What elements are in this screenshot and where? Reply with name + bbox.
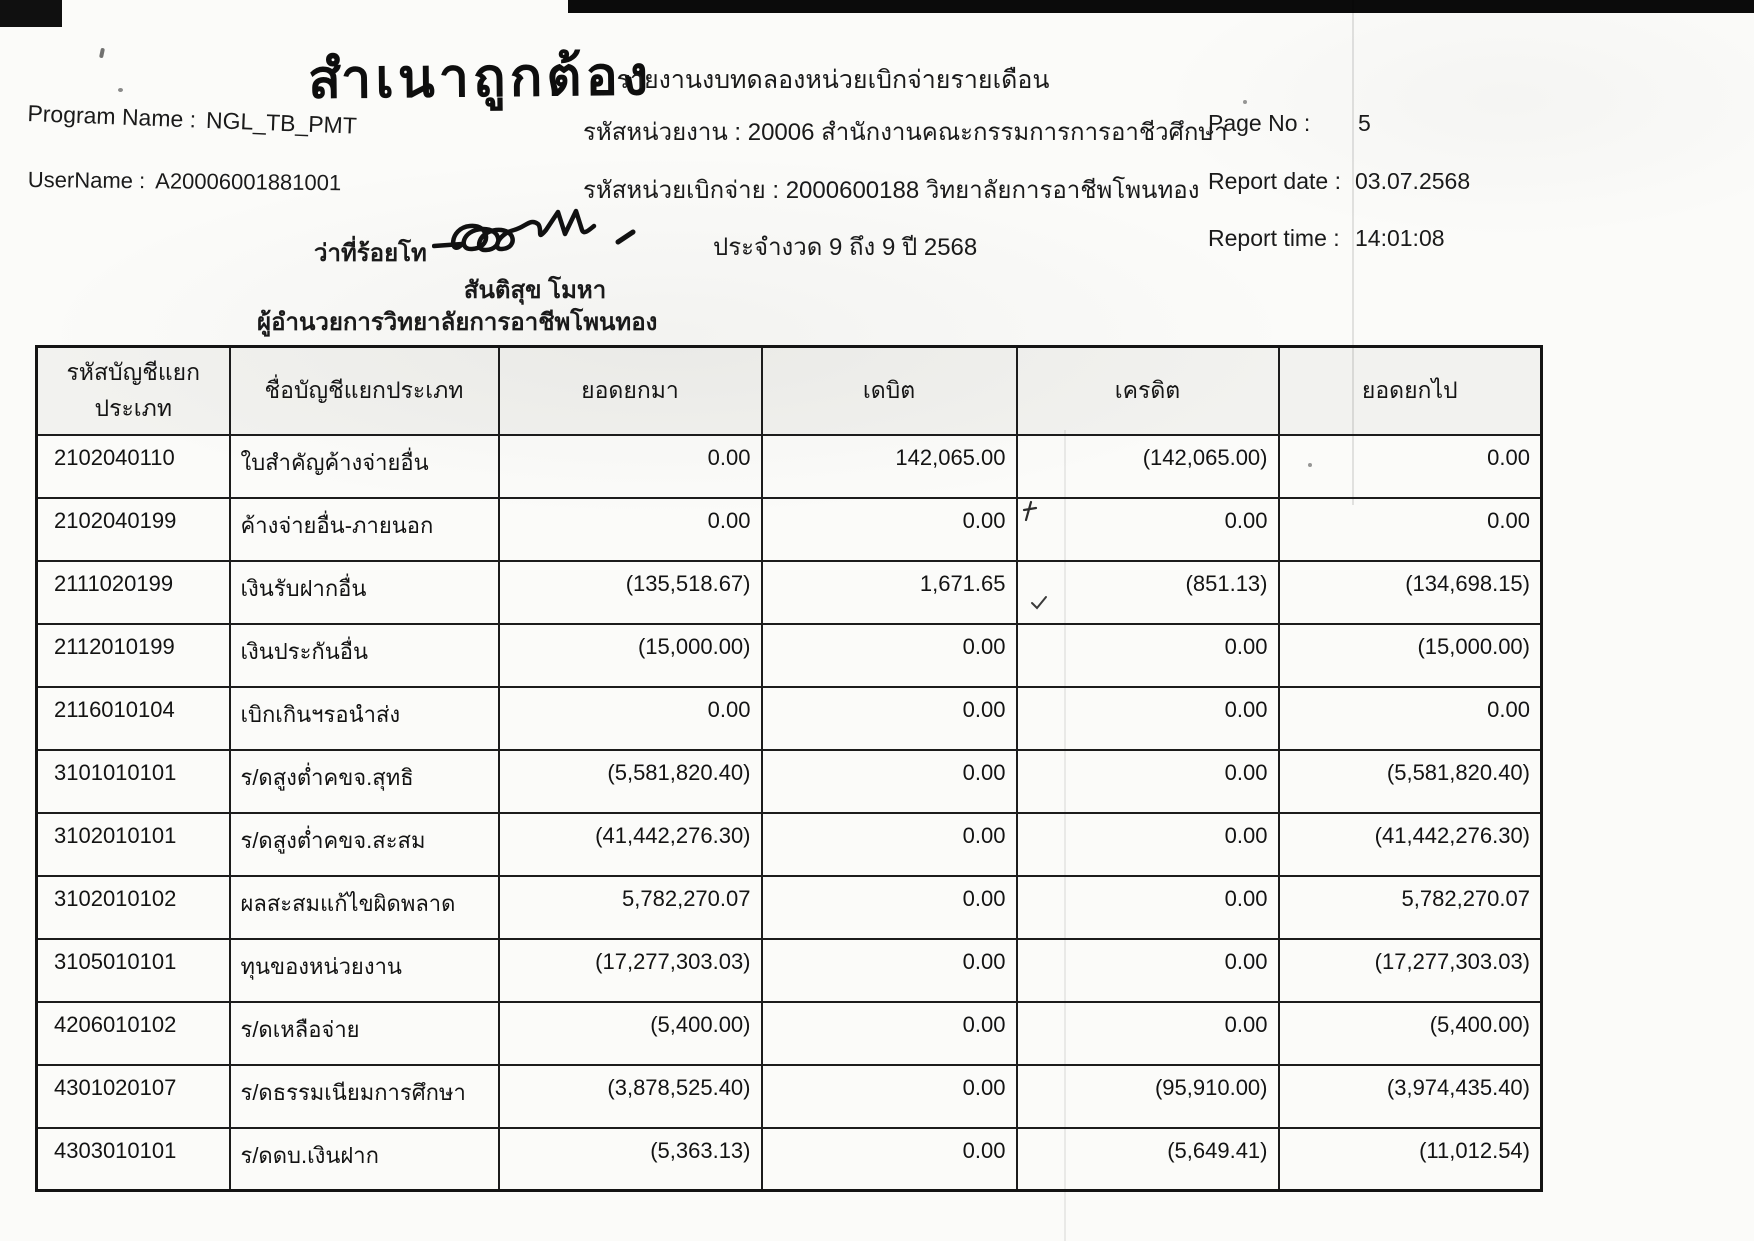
cell-account-name: เงินประกันอื่น — [230, 624, 499, 687]
certified-copy-stamp: สำเนาถูกต้อง — [307, 43, 653, 111]
page-no-label: Page No : — [1208, 110, 1311, 136]
cell-carry-in: (5,363.13) — [499, 1128, 762, 1191]
table-row — [37, 435, 1542, 498]
user-name-label: UserName : — [27, 167, 146, 194]
cell-carry-in: (3,878,525.40) — [499, 1065, 762, 1128]
cell-carry-in: 5,782,270.07 — [499, 876, 762, 939]
table-row — [37, 1128, 1542, 1191]
cell-debit: 142,065.00 — [762, 435, 1017, 498]
cell-debit: 0.00 — [762, 1065, 1017, 1128]
scan-corner-mark — [0, 0, 62, 27]
cell-credit: 0.00 — [1017, 813, 1279, 876]
cell-account-name: ผลสะสมแก้ไขผิดพลาด — [230, 876, 499, 939]
cell-carry-out: (5,581,820.40) — [1279, 750, 1542, 813]
cell-carry-out: 5,782,270.07 — [1279, 876, 1542, 939]
table-row — [37, 876, 1542, 939]
cell-credit: 0.00 — [1017, 498, 1279, 561]
cell-account-name: เบิกเกินฯรอนำส่ง — [230, 687, 499, 750]
cell-account-code: 3102010102 — [37, 876, 230, 939]
cell-carry-out: 0.00 — [1279, 498, 1542, 561]
cell-credit: (851.13) — [1017, 561, 1279, 624]
report-date-value: 03.07.2568 — [1355, 168, 1471, 194]
cell-debit: 0.00 — [762, 1128, 1017, 1191]
table-row — [37, 498, 1542, 561]
disburse-unit-line: รหัสหน่วยเบิกจ่าย : 2000600188 วิทยาลัยการอาชีพโพนทอง — [583, 177, 1200, 204]
cell-account-code: 3105010101 — [37, 939, 230, 1002]
cell-account-name: ร/ดดบ.เงินฝาก — [230, 1128, 499, 1191]
cell-carry-in: 0.00 — [499, 435, 762, 498]
cell-credit: 0.00 — [1017, 939, 1279, 1002]
table-row — [37, 624, 1542, 687]
cell-credit: 0.00 — [1017, 624, 1279, 687]
cell-carry-in: (135,518.67) — [499, 561, 762, 624]
cell-carry-out: (134,698.15) — [1279, 561, 1542, 624]
report-date-label: Report date : — [1208, 168, 1341, 194]
cell-carry-in: (41,442,276.30) — [499, 813, 762, 876]
cell-debit: 0.00 — [762, 939, 1017, 1002]
cell-carry-out: (11,012.54) — [1279, 1128, 1542, 1191]
table-row — [37, 561, 1542, 624]
cell-account-name: ทุนของหน่วยงาน — [230, 939, 499, 1002]
user-name-value: A20006001881001 — [155, 168, 342, 196]
table-row — [37, 687, 1542, 750]
period-line: ประจำงวด 9 ถึง 9 ปี 2568 — [713, 234, 978, 261]
program-name-label: Program Name : — [27, 100, 197, 133]
cell-account-code: 4301020107 — [37, 1065, 230, 1128]
scan-speck — [1243, 100, 1247, 104]
report-time-value: 14:01:08 — [1355, 225, 1445, 251]
cell-carry-in: (15,000.00) — [499, 624, 762, 687]
cell-account-code: 2112010199 — [37, 624, 230, 687]
cell-account-code: 2111020199 — [37, 561, 230, 624]
cell-carry-in: 0.00 — [499, 687, 762, 750]
col-header-account-code: รหัสบัญชีแยกประเภท — [37, 347, 230, 435]
cell-account-name: ร/ดเหลือจ่าย — [230, 1002, 499, 1065]
cell-account-code: 2116010104 — [37, 687, 230, 750]
cell-carry-out: (41,442,276.30) — [1279, 813, 1542, 876]
cell-carry-out: (5,400.00) — [1279, 1002, 1542, 1065]
table-row — [37, 1065, 1542, 1128]
cell-carry-in: (17,277,303.03) — [499, 939, 762, 1002]
cell-account-code: 2102040199 — [37, 498, 230, 561]
cell-carry-in: (5,581,820.40) — [499, 750, 762, 813]
program-name-value: NGL_TB_PMT — [205, 106, 358, 139]
report-title: รายงานงบทดลองหน่วยเบิกจ่ายรายเดือน — [616, 66, 1050, 94]
scan-black-bar — [568, 0, 1754, 13]
cell-carry-out: (17,277,303.03) — [1279, 939, 1542, 1002]
col-header-debit: เดบิต — [762, 347, 1017, 435]
cell-carry-in: (5,400.00) — [499, 1002, 762, 1065]
cell-account-name: ร/ดสูงต่ำคขจ.สุทธิ — [230, 750, 499, 813]
agency-code-line: รหัสหน่วยงาน : 20006 สำนักงานคณะกรรมการการอาชีวศึกษา — [583, 119, 1228, 146]
cell-debit: 0.00 — [762, 813, 1017, 876]
col-header-carry-out: ยอดยกไป — [1279, 347, 1542, 435]
cell-carry-out: 0.00 — [1279, 435, 1542, 498]
table-row — [37, 750, 1542, 813]
cell-account-name: เงินรับฝากอื่น — [230, 561, 499, 624]
cell-debit: 0.00 — [762, 1002, 1017, 1065]
cell-credit: 0.00 — [1017, 750, 1279, 813]
cell-account-code: 3102010101 — [37, 813, 230, 876]
cell-debit: 0.00 — [762, 624, 1017, 687]
col-header-carry-in: ยอดยกมา — [499, 347, 762, 435]
cell-debit: 0.00 — [762, 498, 1017, 561]
col-header-account-name: ชื่อบัญชีแยกประเภท — [230, 347, 499, 435]
cell-credit: (95,910.00) — [1017, 1065, 1279, 1128]
cell-carry-in: 0.00 — [499, 498, 762, 561]
scan-speck — [99, 48, 105, 59]
cell-debit: 1,671.65 — [762, 561, 1017, 624]
cell-account-name: ค้างจ่ายอื่น-ภายนอก — [230, 498, 499, 561]
page-no-value: 5 — [1358, 110, 1371, 136]
cell-carry-out: 0.00 — [1279, 687, 1542, 750]
cell-account-name: ใบสำคัญค้างจ่ายอื่น — [230, 435, 499, 498]
table-header-row — [37, 347, 1542, 435]
signer-position: ผู้อำนวยการวิทยาลัยการอาชีพโพนทอง — [257, 309, 658, 336]
report-time-label: Report time : — [1208, 225, 1340, 251]
cell-debit: 0.00 — [762, 876, 1017, 939]
cell-account-name: ร/ดสูงต่ำคขจ.สะสม — [230, 813, 499, 876]
signer-name: สันติสุข โมหา — [463, 277, 607, 304]
cell-credit: (5,649.41) — [1017, 1128, 1279, 1191]
cell-credit: 0.00 — [1017, 876, 1279, 939]
table-row — [37, 813, 1542, 876]
cell-carry-out: (15,000.00) — [1279, 624, 1542, 687]
cell-account-code: 4303010101 — [37, 1128, 230, 1191]
signer-rank: ว่าที่ร้อยโท — [314, 240, 427, 267]
user-name-line — [28, 167, 342, 196]
cell-account-code: 4206010102 — [37, 1002, 230, 1065]
table-row — [37, 939, 1542, 1002]
cell-credit: (142,065.00) — [1017, 435, 1279, 498]
col-header-credit: เครดิต — [1017, 347, 1279, 435]
cell-carry-out: (3,974,435.40) — [1279, 1065, 1542, 1128]
cell-account-code: 2102040110 — [37, 435, 230, 498]
table-row — [37, 1002, 1542, 1065]
cell-account-name: ร/ดธรรมเนียมการศึกษา — [230, 1065, 499, 1128]
trial-balance-table — [35, 345, 1543, 1192]
cell-account-code: 3101010101 — [37, 750, 230, 813]
cell-credit: 0.00 — [1017, 687, 1279, 750]
cell-credit: 0.00 — [1017, 1002, 1279, 1065]
handwritten-signature — [432, 202, 642, 270]
scan-speck — [118, 88, 123, 92]
cell-debit: 0.00 — [762, 750, 1017, 813]
cell-debit: 0.00 — [762, 687, 1017, 750]
